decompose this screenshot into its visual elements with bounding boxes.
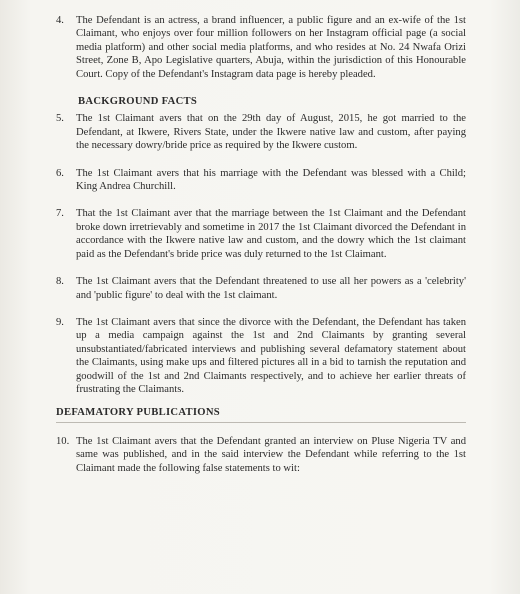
heading-defamatory-publications: DEFAMATORY PUBLICATIONS bbox=[56, 406, 466, 422]
paragraph-4 bbox=[56, 14, 466, 81]
paragraph-number: 9. bbox=[56, 316, 64, 328]
paragraph-text: The 1st Claimant avers that on the 29th day of August, 2015, he got married to the Defendant, at Ikwere, Rivers State, under the Ikwere native law and custom, after paying the necessary dowry/bride price as required by the Ikwere custom. bbox=[76, 113, 466, 152]
paragraph-5 bbox=[56, 112, 466, 152]
paragraph-number: 4. bbox=[56, 15, 64, 26]
paragraph-8 bbox=[56, 275, 466, 302]
paragraph-text: That the 1st Claimant aver that the marriage between the 1st Claimant and the Defendant broke down irretrievably and sometime in 2017 the 1st Claimant divorced the Defendant in accordance with the Ikwere native law and custom, and the dowry which the 1st claimant paid as the Defendant's bride price was duly returned to the 1st Claimant. bbox=[76, 208, 466, 260]
paragraph-number: 6. bbox=[56, 167, 64, 179]
paragraph-9 bbox=[56, 316, 466, 396]
paragraph-10 bbox=[56, 435, 466, 475]
paragraph-text: The 1st Claimant avers that the Defendant threatened to use all her powers as a 'celebrity' and 'public figure' to deal with the 1st claimant. bbox=[76, 276, 466, 301]
paragraph-text: The 1st Claimant avers that the Defendant granted an interview on Pluse Nigeria TV and same was published, and in the said interview the Defendant while referring to the 1st Claimant made the following false statements to wit: bbox=[76, 435, 466, 474]
paragraph-text: The Defendant is an actress, a brand influencer, a public figure and an ex-wife of the 1st Claimant, who enjoys over four million followers on her Instagram official page (a social media platform) and other social media platforms, and who resides at No. 24 Nwafa Orizi Street, Zone B, Apo Legislative quarters, Abuja, within the jurisdiction of this Honourable Court. Copy of the Defendant's Instagram data page is hereby pleaded. bbox=[76, 15, 466, 80]
paragraph-7 bbox=[56, 207, 466, 261]
paragraph-number: 7. bbox=[56, 208, 64, 220]
paragraph-6 bbox=[56, 167, 466, 194]
paragraph-number: 8. bbox=[56, 276, 64, 288]
heading-background-facts: BACKGROUND FACTS bbox=[78, 96, 198, 108]
paragraph-number: 5. bbox=[56, 113, 64, 125]
paragraph-text: The 1st Claimant avers that since the divorce with the Defendant, the Defendant has taken up a media campaign against the 1st and 2nd Claimants by granting several unsubstantiated/fabricated interviews and publishing several defamatory statement about the Claimants, using make ups and filtered pictures all in a bid to tarnish the reputation and goodwill of the 1st and 2nd Claimants respectively, and to achieve her earlier threats of frustrating the Claimants. bbox=[76, 316, 466, 395]
paragraph-text: The 1st Claimant avers that his marriage with the Defendant was blessed with a Child; King Andrea Churchill. bbox=[76, 167, 466, 193]
paragraph-number: 10. bbox=[56, 435, 70, 447]
